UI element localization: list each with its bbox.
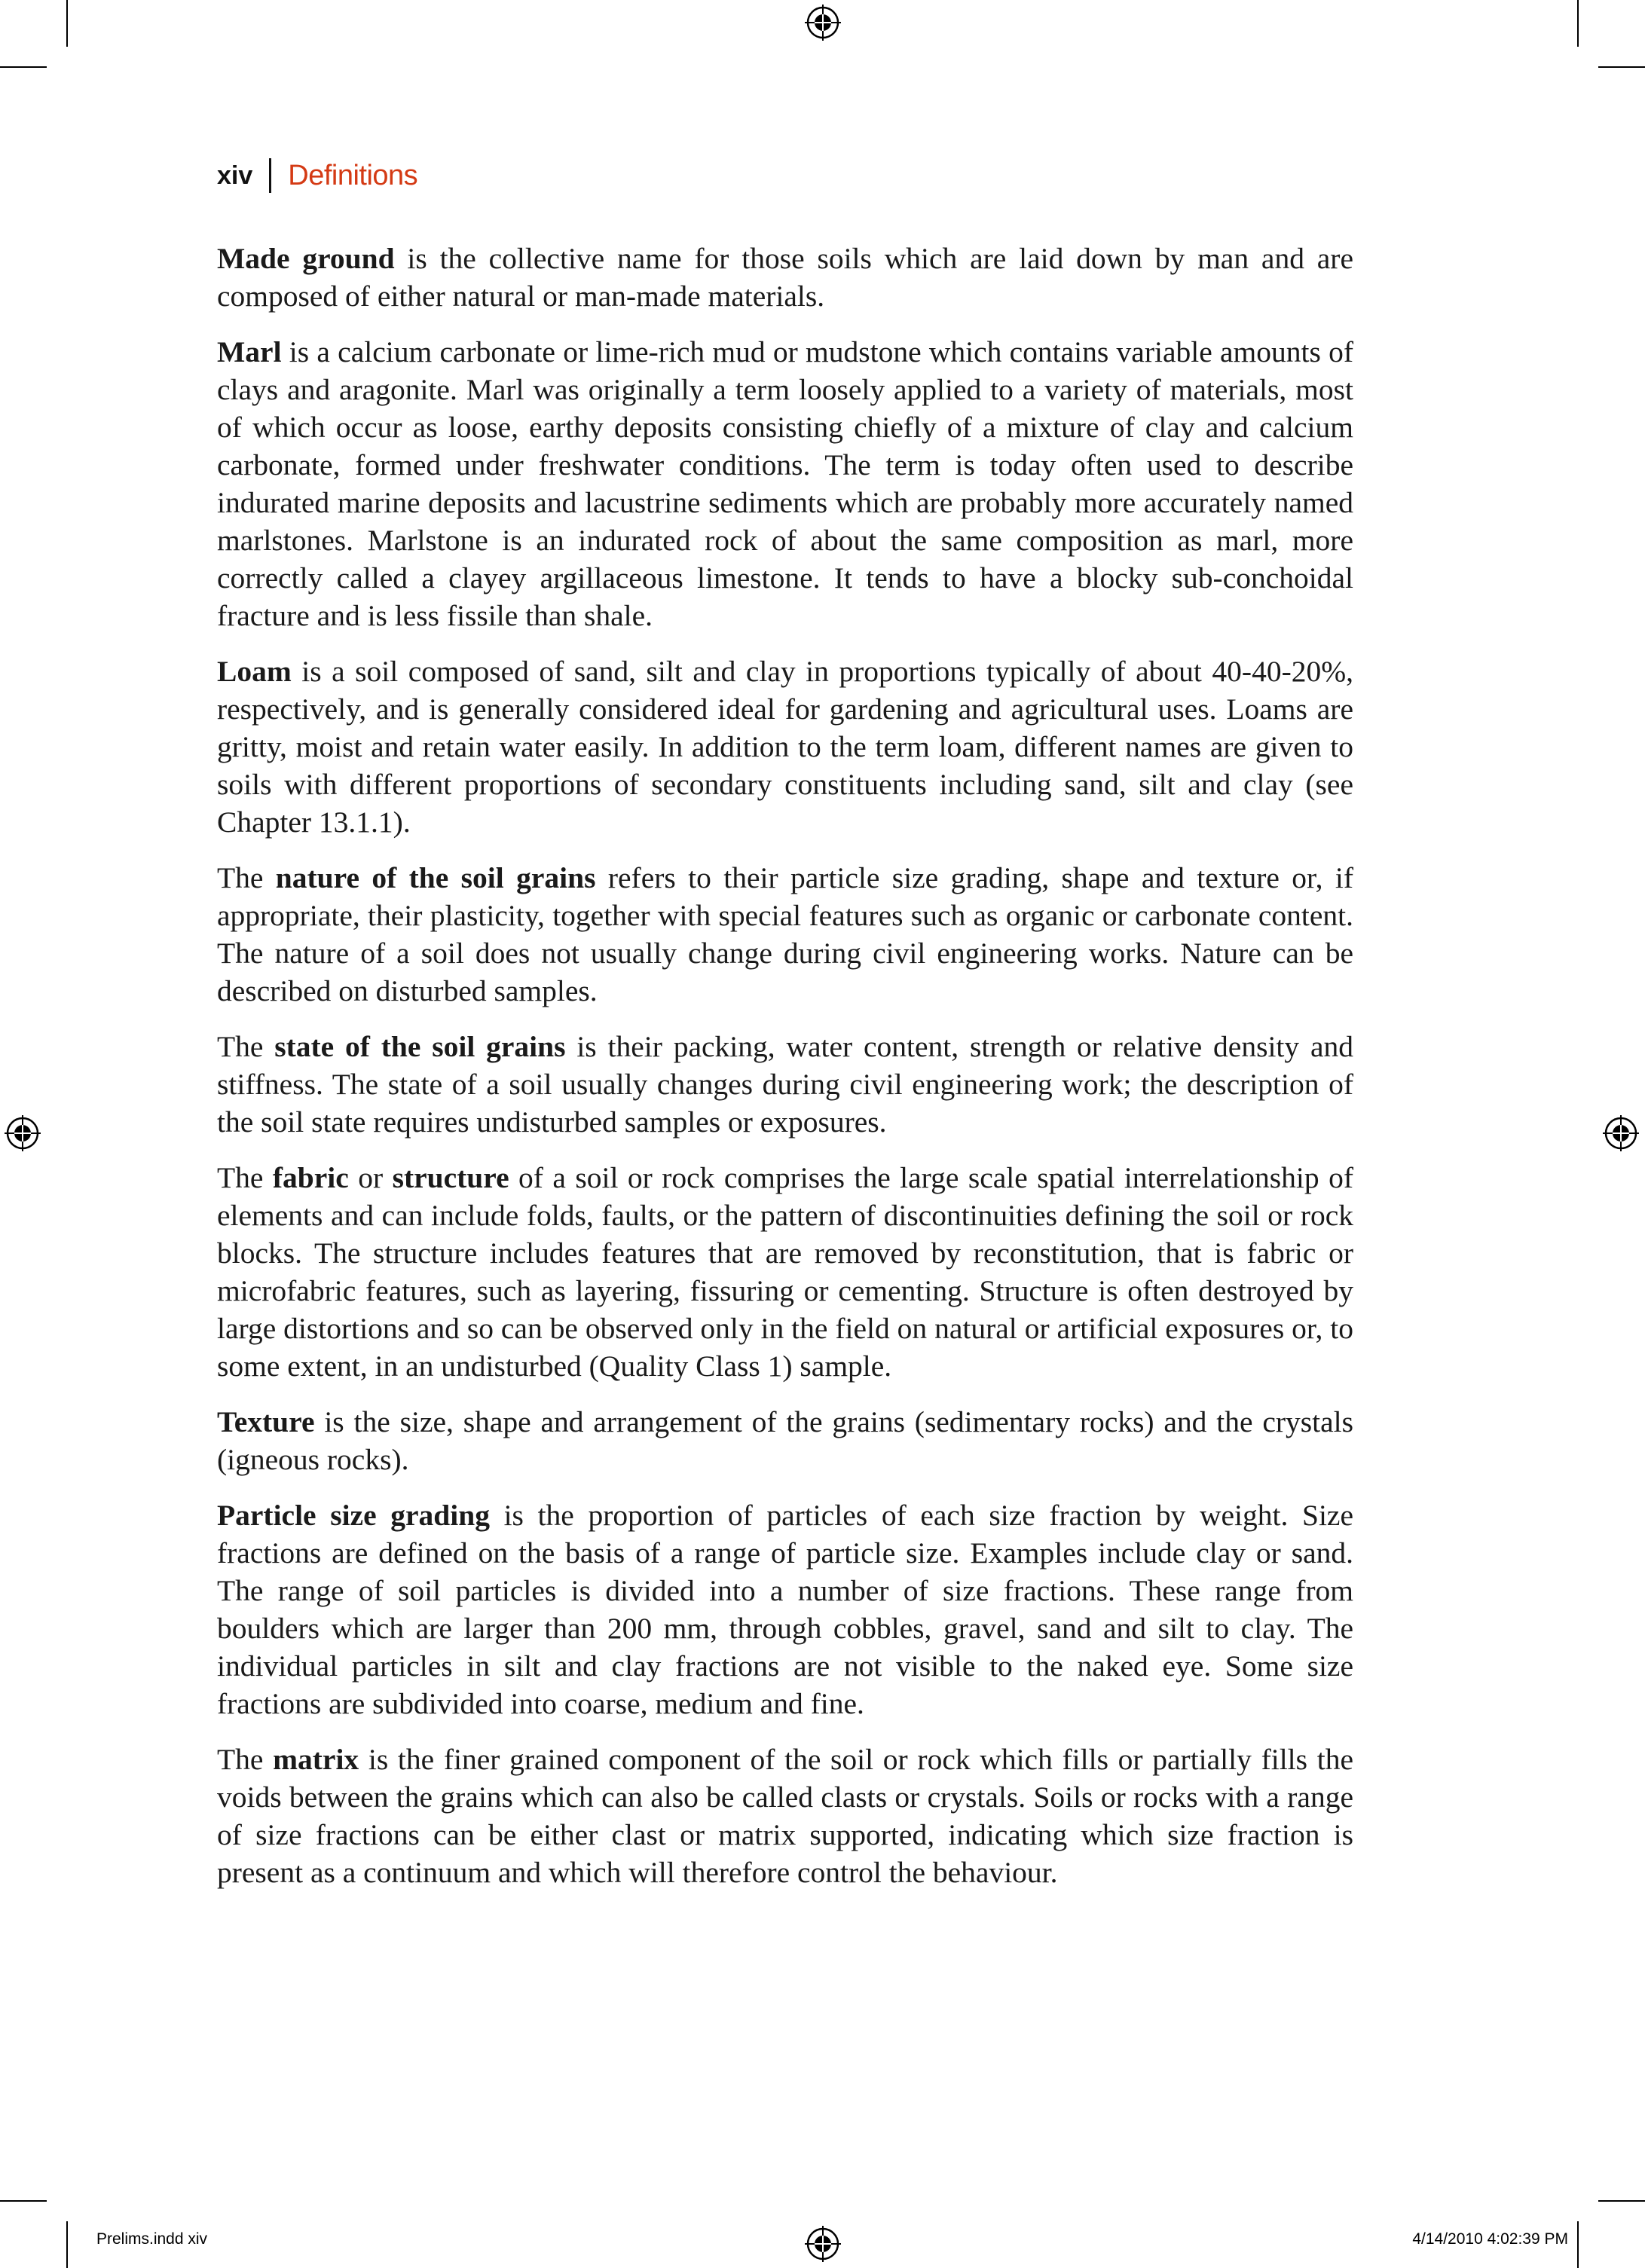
lead-text: The bbox=[217, 1030, 275, 1063]
registration-mark-icon bbox=[5, 1115, 41, 1151]
crop-mark bbox=[1577, 2221, 1579, 2268]
crop-mark bbox=[0, 2200, 47, 2202]
definition-text: is a calcium carbonate or lime-rich mud or mudstone which contains variable amounts of clays and aragonite. Marl was originally a term loosely applied to a variety of materials, most of which occur as loose, earthy deposits consisting chiefly of a mixture of clay and calcium carbonate, formed under freshwater conditions. The term is today often used to describe indurated marine deposits and lacustrine sediments which are probably more accurately named marlstones. Marlstone is an indurated rock of about the same composition as marl, more correctly called a clayey argillaceous limestone. It tends to have a blocky sub-conchoidal fracture and is less fissile than shale. bbox=[217, 335, 1353, 632]
crop-mark bbox=[66, 2221, 68, 2268]
definition-nature-of-soil-grains bbox=[217, 859, 1353, 1010]
running-head bbox=[217, 157, 417, 194]
lead-text: The bbox=[217, 1743, 274, 1776]
definition-fabric-structure bbox=[217, 1159, 1353, 1385]
term: nature of the soil grains bbox=[275, 861, 596, 894]
term: Particle size grading bbox=[217, 1499, 490, 1532]
crop-mark bbox=[1577, 0, 1579, 47]
term: fabric bbox=[272, 1161, 349, 1194]
definition-matrix bbox=[217, 1741, 1353, 1891]
definition-texture bbox=[217, 1403, 1353, 1478]
definitions-body bbox=[217, 240, 1353, 1909]
crop-mark bbox=[1598, 66, 1645, 68]
definition-state-of-soil-grains bbox=[217, 1028, 1353, 1141]
definition-text: is a soil composed of sand, silt and clay in proportions typically of about 40-40-20%, respectively, and is generally considered ideal for gardening and agricultural uses. Loams are gritty, moist and retain water easily. In addition to the term loam, different names are given to soils with different proportions of secondary constituents including sand, silt and clay (see Chapter 13.1.1). bbox=[217, 655, 1353, 839]
definition-text: is their packing, water content, strength or relative density and stiffness. The state of a soil usually changes during civil engineering work; the description of the soil state requires undisturbed samples or exposures. bbox=[217, 1030, 1353, 1139]
running-head-divider bbox=[269, 158, 271, 193]
crop-mark bbox=[0, 66, 47, 68]
term: Texture bbox=[217, 1405, 315, 1438]
term: Made ground bbox=[217, 242, 395, 275]
definition-text: is the proportion of particles of each size fraction by weight. Size fractions are defined on the basis of a range of particle size. Examples include clay or sand. The range of soil particles is divided into a number of size fractions. These range from boulders which are larger than 200 mm, through cobbles, gravel, sand and silt to clay. The individual particles in silt and clay fractions are not visible to the naked eye. Some size fractions are subdivided into coarse, medium and fine. bbox=[217, 1499, 1353, 1720]
term: matrix bbox=[273, 1743, 359, 1776]
definition-text: is the size, shape and arrangement of the grains (sedimentary rocks) and the crystals (igneous rocks). bbox=[217, 1405, 1353, 1476]
definition-loam bbox=[217, 653, 1353, 841]
page-number: xiv bbox=[217, 160, 253, 190]
section-title: Definitions bbox=[288, 159, 418, 191]
registration-mark-icon bbox=[805, 5, 841, 41]
definition-made-ground bbox=[217, 240, 1353, 315]
crop-mark bbox=[1598, 2200, 1645, 2202]
definition-text: of a soil or rock comprises the large scale spatial interrelationship of elements and can include folds, faults, or the pattern of discontinuities defining the soil or rock blocks. The structure includes features that are removed by reconstitution, that is fabric or microfabric features, such as layering, fissuring or cementing. Structure is often destroyed by large distortions and so can be observed only in the field on natural or artificial exposures or, to some extent, in an undisturbed (Quality Class 1) sample. bbox=[217, 1161, 1353, 1383]
lead-text: The bbox=[217, 861, 276, 894]
term: Loam bbox=[217, 655, 292, 688]
term: Marl bbox=[217, 335, 282, 368]
definition-text: is the finer grained component of the soil or rock which fills or partially fills the voids between the grains which can also be called clasts or crystals. Soils or rocks with a range of size fractions can be either clast or matrix supported, indicating which size fraction is present as a continuum and which will therefore control the behaviour. bbox=[217, 1743, 1353, 1889]
connector-text: or bbox=[348, 1161, 393, 1194]
crop-mark bbox=[66, 0, 68, 47]
lead-text: The bbox=[217, 1161, 273, 1194]
slug-filename: Prelims.indd xiv bbox=[96, 2230, 208, 2248]
registration-mark-icon bbox=[1603, 1115, 1639, 1151]
definition-particle-size-grading bbox=[217, 1496, 1353, 1722]
definition-text: is the collective name for those soils which are laid down by man and are composed of either natural or man-made materials. bbox=[217, 242, 1353, 313]
term: state of the soil grains bbox=[274, 1030, 566, 1063]
definition-marl bbox=[217, 333, 1353, 634]
registration-mark-icon bbox=[805, 2226, 841, 2262]
term: structure bbox=[392, 1161, 509, 1194]
slug-timestamp: 4/14/2010 4:02:39 PM bbox=[1412, 2230, 1568, 2248]
definition-text: refers to their particle size grading, shape and texture or, if appropriate, their plasticity, together with special features such as organic or carbonate content. The nature of a soil does not usually change during civil engineering works. Nature can be described on disturbed samples. bbox=[217, 861, 1353, 1007]
